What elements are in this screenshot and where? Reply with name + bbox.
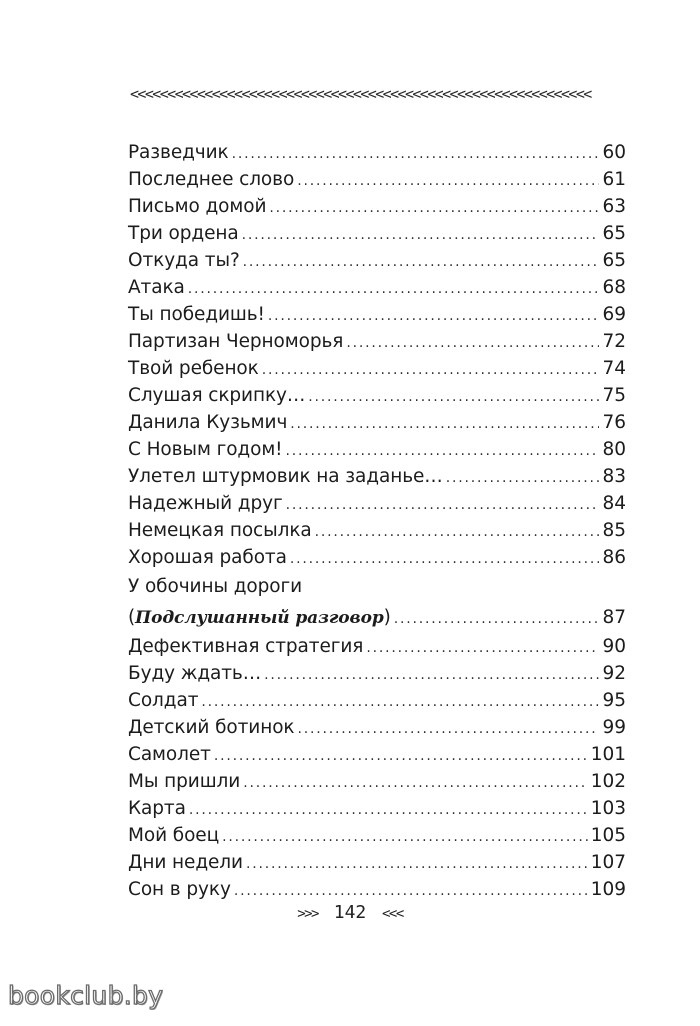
dot-leader [308, 384, 599, 411]
toc-entry [128, 247, 626, 274]
toc-entry [128, 274, 626, 301]
toc-entry-title: Надежный друг [128, 493, 283, 514]
dot-leader [298, 716, 600, 743]
toc-entry-page: 74 [602, 358, 626, 379]
toc-entry-title: Буду ждать… [128, 663, 262, 684]
toc-entry-title: Немецкая посылка [128, 520, 312, 541]
toc-entry [128, 517, 626, 544]
toc-entry-title: Детский ботинок [128, 717, 295, 738]
page-number-footer [0, 901, 700, 926]
toc-entry-title: Самолет [128, 744, 211, 765]
toc-entry-page: 69 [602, 304, 626, 325]
toc-entry-page: 109 [590, 879, 626, 900]
toc-entry-page: 60 [602, 142, 626, 163]
dot-leader [232, 141, 600, 168]
toc-entry-title: Солдат [128, 690, 199, 711]
toc-entry-first-line [128, 571, 626, 602]
toc-entry [128, 355, 626, 382]
toc-entry-page: 80 [602, 439, 626, 460]
dot-leader [286, 438, 600, 465]
toc-entry-page: 85 [602, 520, 626, 541]
toc-entry [128, 660, 626, 687]
dot-leader [297, 168, 599, 195]
right-chevron-ornament: <<< [381, 906, 403, 922]
toc-entry [128, 849, 626, 876]
toc-entry-subtitle-italic: Подслушанный разговор [135, 608, 384, 628]
toc-entry-title: С Новым годом! [128, 439, 283, 460]
dot-leader [264, 662, 599, 689]
toc-entry-title: Три ордена [128, 223, 239, 244]
toc-entry-title: Слушая скрипку… [128, 385, 306, 406]
toc-entry-page: 65 [602, 250, 626, 271]
toc-entry [128, 328, 626, 355]
toc-entry-title: Твой ребенок [128, 358, 259, 379]
toc-entry-title: Письмо домой [128, 196, 267, 217]
toc-entry [128, 544, 626, 571]
paren-open: ( [128, 607, 136, 628]
dot-leader [446, 465, 600, 492]
toc-entry-title: Последнее слово [128, 169, 295, 190]
toc-entry-title: Разведчик [128, 142, 229, 163]
toc-entry-title: У обочины дороги [128, 576, 303, 597]
toc-entry-page: 101 [590, 744, 626, 765]
toc-entry-page: 103 [590, 798, 626, 819]
toc-entry-page: 90 [602, 636, 626, 657]
toc-entry-page: 61 [602, 169, 626, 190]
toc-entry-title: Дни недели [128, 852, 243, 873]
toc-entry-page: 99 [602, 717, 626, 738]
dot-leader [189, 797, 588, 824]
toc-entry [128, 463, 626, 490]
dot-leader [246, 851, 588, 878]
dot-leader [269, 195, 599, 222]
toc-entry [128, 687, 626, 714]
dot-leader [243, 249, 600, 276]
dot-leader [286, 492, 600, 519]
toc-entry [128, 409, 626, 436]
toc-entry [128, 741, 626, 768]
toc-entry-page: 92 [602, 663, 626, 684]
toc-entry-title: Сон в руку [128, 879, 231, 900]
toc-entry-title: Атака [128, 277, 185, 298]
toc-entry [128, 436, 626, 463]
dot-leader [243, 770, 588, 797]
toc-entry-page: 84 [602, 493, 626, 514]
paren-close: ) [383, 607, 391, 628]
toc-entry [128, 220, 626, 247]
toc-entry-title: Данила Кузьмич [128, 412, 288, 433]
dot-leader [214, 743, 588, 770]
toc-entry [128, 795, 626, 822]
toc-entry-title: Партизан Черноморья [128, 331, 344, 352]
dot-leader [394, 604, 600, 635]
toc-entry-page: 95 [602, 690, 626, 711]
top-ornament-border: <<<<<<<<<<<<<<<<<<<<<<<<<<<<<<<<<<<<<<<<<<<<<<<<<<<<<<<<<<<<<< [130, 86, 591, 102]
toc-entry-title: Хорошая работа [128, 547, 287, 568]
toc-entry-title [128, 602, 391, 634]
toc-entry-page: 86 [602, 547, 626, 568]
toc-entry [128, 490, 626, 517]
dot-leader [315, 519, 600, 546]
dot-leader [290, 411, 599, 438]
dot-leader [262, 357, 600, 384]
toc-entry [128, 166, 626, 193]
toc-entry [128, 301, 626, 328]
toc-entry-page: 105 [590, 825, 626, 846]
dot-leader [201, 689, 599, 716]
dot-leader [346, 330, 599, 357]
toc-entry-page: 63 [602, 196, 626, 217]
toc-entry-title: Откуда ты? [128, 250, 240, 271]
toc-entry [128, 193, 626, 220]
left-chevron-ornament: >>> [297, 906, 318, 922]
toc-entry [128, 139, 626, 166]
toc-entry-page: 76 [602, 412, 626, 433]
toc-entry [128, 768, 626, 795]
toc-entry [128, 633, 626, 660]
toc-entry [128, 382, 626, 409]
toc-entry-title: Мой боец [128, 825, 220, 846]
toc-entry-page: 72 [602, 331, 626, 352]
toc-entry-page: 102 [590, 771, 626, 792]
toc-entry-title: Дефективная стратегия [128, 636, 364, 657]
toc-entry-second-line [128, 602, 626, 633]
dot-leader [222, 824, 588, 851]
site-watermark: bookclub.by [8, 981, 164, 1010]
dot-leader [188, 276, 600, 303]
toc-entry-page: 65 [602, 223, 626, 244]
toc-entry-title: Ты победишь! [128, 304, 265, 325]
toc-entry-page: 68 [602, 277, 626, 298]
toc-entry [128, 876, 626, 903]
page-number: 142 [333, 902, 367, 923]
toc-entry-title: Карта [128, 798, 186, 819]
toc-entry-page: 75 [602, 385, 626, 406]
toc-entry-title: Улетел штурмовик на заданье… [128, 466, 443, 487]
dot-leader [268, 303, 600, 330]
toc-entry-title: Мы пришли [128, 771, 241, 792]
dot-leader [366, 635, 599, 662]
dot-leader [290, 546, 600, 573]
toc-entry-page: 87 [602, 607, 626, 628]
toc-entry-page: 83 [602, 466, 626, 487]
table-of-contents [128, 139, 626, 903]
dot-leader [242, 222, 600, 249]
toc-entry [128, 714, 626, 741]
toc-entry [128, 822, 626, 849]
toc-entry-page: 107 [590, 852, 626, 873]
